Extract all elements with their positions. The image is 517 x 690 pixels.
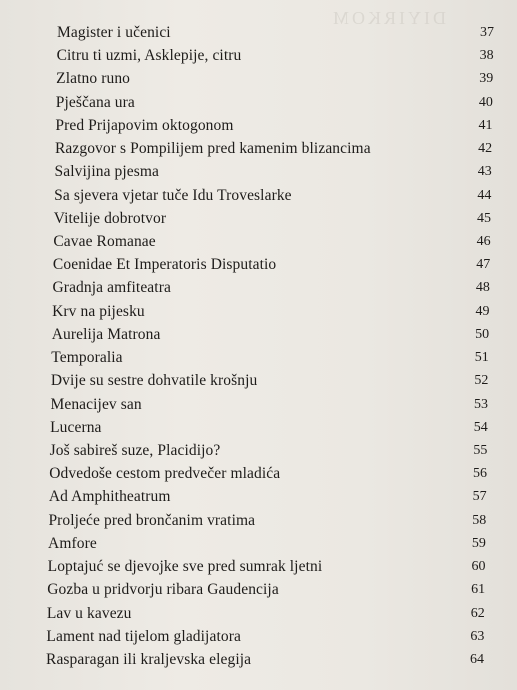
toc-entry [55, 161, 492, 183]
toc-entry [52, 324, 489, 346]
toc-entry-page-number: 41 [478, 117, 493, 133]
toc-entry-title: Temporalia [51, 349, 123, 367]
toc-entry [49, 486, 487, 508]
toc-entry-title: Sa sjevera vjetar tuče Idu Troveslarke [54, 186, 292, 204]
toc-entry [50, 417, 488, 439]
toc-entry-page-number: 51 [474, 350, 489, 366]
toc-entry-title: Rasparagan ili kraljevska elegija [46, 651, 252, 668]
toc-entry-page-number: 63 [470, 628, 485, 644]
toc-entry-title: Ad Amphitheatrum [48, 488, 171, 506]
toc-entry-page-number: 60 [471, 559, 486, 575]
toc-entry-page-number: 55 [473, 443, 488, 458]
toc-entry [50, 394, 488, 416]
toc-entry [47, 603, 485, 625]
toc-entry [53, 277, 490, 299]
toc-entry-title: Aurelija Matrona [51, 325, 161, 343]
toc-entry-title: Salvijina pjesma [54, 163, 160, 181]
toc-entry-title: Dvije su sestre dohvatile krošnju [50, 372, 258, 390]
toc-entry [54, 185, 491, 207]
toc-entry-title: Lament nad tijelom gladijatora [46, 627, 241, 645]
toc-entry-page-number: 40 [478, 94, 493, 110]
toc-entry-title: Loptajuć se djevojke sve pred sumrak ljetni [47, 558, 323, 576]
toc-entry-page-number: 59 [471, 535, 486, 551]
toc-entry-page-number: 44 [477, 187, 492, 203]
toc-entry-title: Odvedoše cestom predvečer mladića [49, 465, 281, 483]
toc-entry [55, 115, 492, 137]
toc-entry-title: Gradnja amfiteatra [52, 279, 171, 297]
toc-entry-title: Lav u kavezu [46, 604, 132, 622]
toc-entry [53, 254, 490, 276]
toc-entry [49, 463, 487, 485]
toc-entry [57, 22, 494, 44]
toc-entry [48, 533, 486, 555]
toc-entry-page-number: 57 [472, 489, 487, 505]
toc-entry-page-number: 49 [475, 303, 490, 319]
toc-entry [46, 649, 484, 671]
toc-entry-title: Proljeće pred brončanim vratima [48, 511, 256, 529]
toc-entry [46, 626, 484, 648]
toc-entry-title: Pješčana ura [55, 93, 135, 111]
toc-entry [57, 45, 494, 67]
toc-entry-title: Cavae Romanae [53, 233, 156, 250]
toc-entry-title: Pred Prijapovim oktogonom [55, 116, 234, 134]
toc-entry-page-number: 45 [477, 210, 492, 226]
toc-entry-page-number: 50 [475, 326, 490, 342]
toc-entry-page-number: 62 [470, 605, 485, 621]
toc-entry-page-number: 38 [479, 48, 494, 64]
toc-entry-page-number: 43 [477, 164, 492, 180]
toc-entry-title: Menacijev san [50, 395, 142, 413]
toc-entry [50, 440, 488, 462]
toc-entry-page-number: 37 [480, 25, 494, 40]
toc-entry-page-number: 46 [476, 234, 491, 249]
toc-entry-title: Krv na pijesku [52, 302, 145, 320]
toc-entry-page-number: 53 [474, 396, 489, 412]
toc-entry [56, 92, 493, 114]
toc-entry-page-number: 48 [475, 280, 490, 296]
toc-entry [52, 301, 489, 323]
toc-entry [54, 208, 491, 230]
toc-entry-page-number: 56 [472, 466, 487, 482]
toc-entry-title: Magister i učenici [57, 24, 171, 41]
toc-entry-page-number: 52 [474, 373, 489, 389]
toc-entry [51, 347, 489, 369]
show-through-text: DIYIRKOM [330, 8, 446, 28]
toc-entry [48, 556, 486, 578]
toc-entry-title: Citru ti uzmi, Asklepije, citru [56, 47, 242, 65]
toc-entry-title: Razgovor s Pompilijem pred kamenim blizancima [54, 140, 371, 158]
toc-entry-title: Gozba u pridvorju ribara Gaudencija [47, 581, 279, 599]
toc-entry-title: Još sabireš suze, Placidijo? [49, 442, 221, 459]
toc-entry-page-number: 39 [479, 71, 494, 87]
toc-entry [47, 579, 485, 601]
toc-entry [56, 68, 493, 90]
toc-entry [55, 138, 492, 160]
toc-entry-page-number: 47 [476, 257, 491, 273]
toc-entry [53, 231, 490, 253]
toc-entry-page-number: 54 [473, 419, 488, 435]
toc-entry-page-number: 42 [478, 141, 493, 157]
toc-entry-title: Amfore [48, 534, 97, 552]
toc-entry [51, 370, 489, 392]
toc-entry-title: Coenidae Et Imperatoris Disputatio [52, 256, 277, 274]
toc-entry-page-number: 58 [472, 512, 487, 528]
toc-entry-title: Vitelije dobrotvor [53, 209, 167, 227]
toc-entry-title: Zlatno runo [56, 70, 131, 88]
toc-entry-page-number: 64 [470, 652, 484, 667]
toc-entry-page-number: 61 [471, 582, 486, 598]
toc-entry [48, 510, 486, 532]
toc-entry-title: Lucerna [50, 418, 102, 436]
